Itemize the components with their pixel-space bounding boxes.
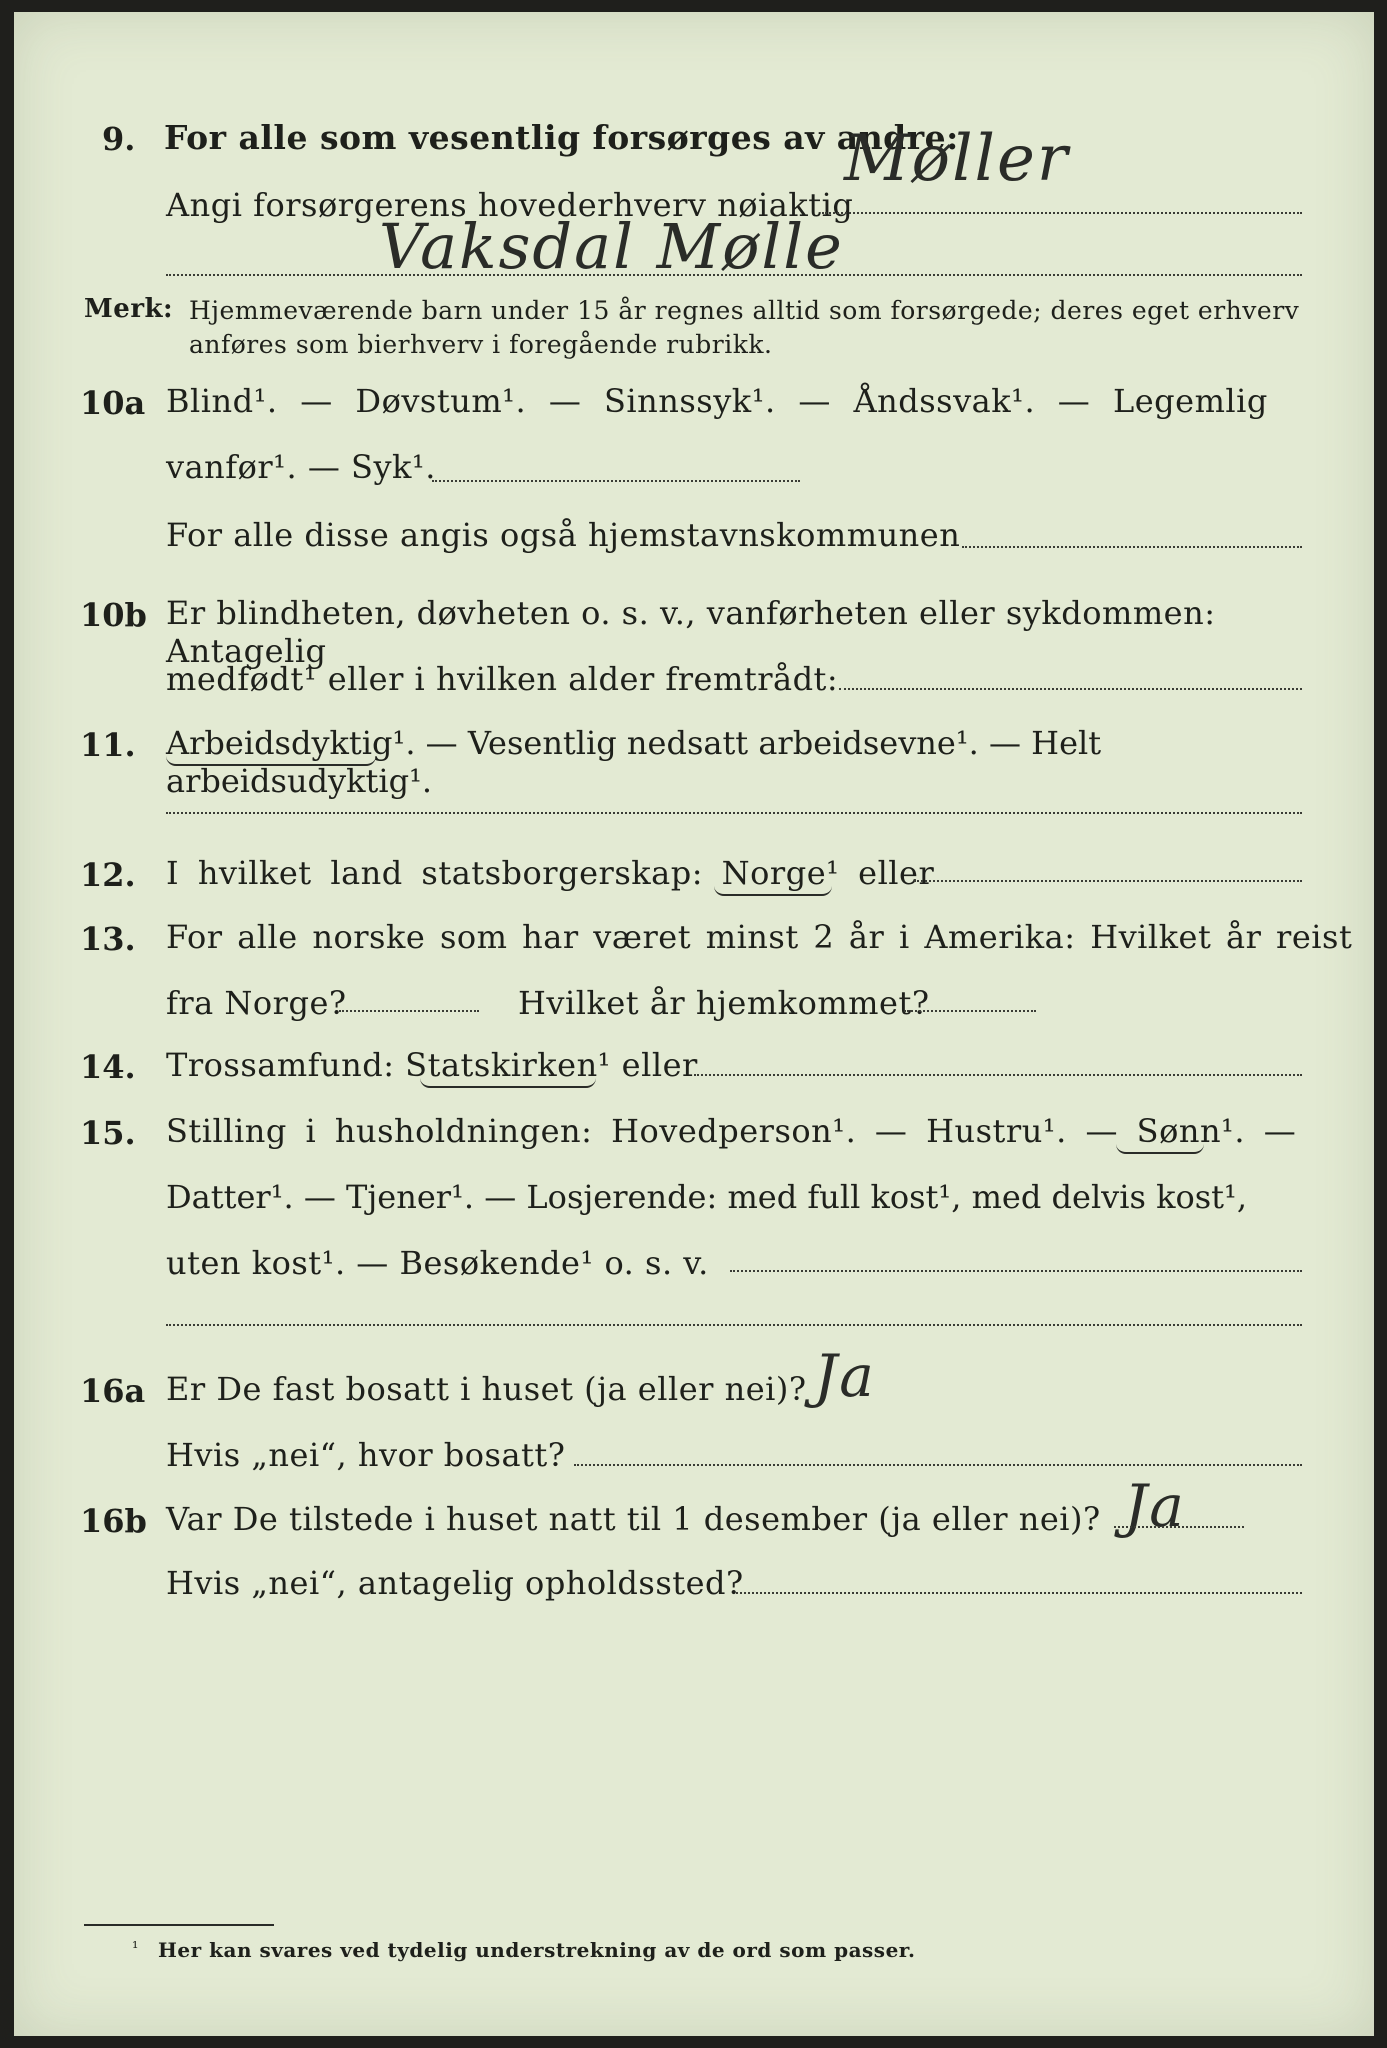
q13-line-2a: fra Norge?	[166, 984, 347, 1022]
q10a-line-3: For alle disse angis også hjemstavnskommunen	[166, 516, 961, 554]
merk-label: Merk:	[84, 294, 174, 324]
q10a-home-municipality-line	[962, 546, 1302, 548]
q9-answer-line-1	[822, 212, 1302, 214]
q9-handwritten-employer: Vaksdal Mølle	[379, 210, 844, 283]
q10a-number: 10a	[80, 384, 146, 422]
q12-underline-norge	[714, 886, 832, 896]
q16b-line-1: Var De tilstede i huset natt til 1 desember (ja eller nei)?	[166, 1500, 1101, 1538]
q15-underline-sonn	[1116, 1144, 1204, 1154]
q16a-line-1: Er De fast bosatt i huset (ja eller nei)?	[166, 1370, 807, 1408]
q16b-line-2: Hvis „nei“, antagelig opholdssted?	[166, 1564, 744, 1602]
q11-answer-line	[166, 812, 1302, 814]
q12-line-1: I hvilket land statsborgerskap: Norge¹ eller	[166, 854, 935, 892]
q14-underline-statskirken	[420, 1078, 596, 1088]
q15-number: 15.	[80, 1114, 136, 1152]
q16b-whereabouts-line	[736, 1592, 1302, 1594]
q15-answer-line-2	[166, 1324, 1302, 1326]
q10a-line-2: vanfør¹. — Syk¹.	[166, 448, 436, 486]
q11-number: 11.	[80, 726, 136, 764]
footnote-mark: ¹	[132, 1938, 139, 1957]
merk-line-2: anføres som bierhverv i foregående rubrikk.	[189, 330, 773, 359]
q9-number: 9.	[102, 120, 136, 158]
q10b-line-2: medfødt¹ eller i hvilken alder fremtrådt:	[166, 660, 839, 698]
footnote-divider	[84, 1924, 274, 1926]
q16a-answer-line	[574, 1464, 1302, 1466]
q10a-sick-answer-line	[432, 480, 800, 482]
q9-heading: For alle som vesentlig forsørges av andre:	[164, 118, 959, 157]
q13-line-2b: Hvilket år hjemkommet?	[518, 984, 930, 1022]
q9-answer-line-2	[166, 274, 1302, 276]
q15-line-1: Stilling i husholdningen: Hovedperson¹. — Hustru¹. — Sønn¹. —	[166, 1112, 1297, 1150]
q15-answer-line-1	[730, 1270, 1302, 1272]
q16a-handwritten-answer: Ja	[814, 1342, 876, 1410]
q16b-answer-line	[1114, 1526, 1244, 1528]
q9-handwritten-occupation: Møller	[844, 122, 1070, 196]
q12-answer-line	[914, 880, 1302, 882]
q13-departure-year-line	[339, 1010, 479, 1012]
q16a-line-2: Hvis „nei“, hvor bosatt?	[166, 1436, 566, 1474]
q15-line-3: uten kost¹. — Besøkende¹ o. s. v.	[166, 1244, 709, 1282]
q13-line-1: For alle norske som har været minst 2 år i Amerika: Hvilket år reist	[166, 918, 1353, 956]
q11-line-1: Arbeidsdyktig¹. — Vesentlig nedsatt arbeidsevne¹. — Helt arbeidsudyktig¹.	[166, 724, 1102, 800]
q11-underline-arbeidsdyktig	[166, 756, 376, 766]
census-form-page	[14, 12, 1374, 2036]
q13-number: 13.	[80, 920, 136, 958]
q10a-line-1: Blind¹. — Døvstum¹. — Sinnssyk¹. — Åndssvak¹. — Legemlig	[166, 382, 1268, 420]
q10b-number: 10b	[80, 596, 147, 634]
q16b-handwritten-answer: Ja	[1124, 1472, 1186, 1540]
q16a-number: 16a	[80, 1372, 146, 1410]
merk-line-1: Hjemmeværende barn under 15 år regnes alltid som forsørgede; deres eget erhverv	[189, 296, 1300, 325]
q9-occupation-label: Angi forsørgerens hovederhverv nøiaktig	[166, 186, 854, 224]
q14-number: 14.	[80, 1048, 136, 1086]
q13-return-year-line	[904, 1010, 1036, 1012]
footnote-text: Her kan svares ved tydelig understrekning av de ord som passer.	[158, 1938, 916, 1962]
q12-number: 12.	[80, 856, 136, 894]
q16b-number: 16b	[80, 1502, 147, 1540]
q14-answer-line	[694, 1074, 1302, 1076]
q10b-line-1: Er blindheten, døvheten o. s. v., vanførheten eller sykdommen: Antagelig	[166, 594, 1216, 670]
q15-line-2: Datter¹. — Tjener¹. — Losjerende: med full kost¹, med delvis kost¹,	[166, 1178, 1248, 1216]
q14-line-1: Trossamfund: Statskirken¹ eller	[166, 1046, 698, 1084]
q10b-answer-line	[839, 688, 1302, 690]
